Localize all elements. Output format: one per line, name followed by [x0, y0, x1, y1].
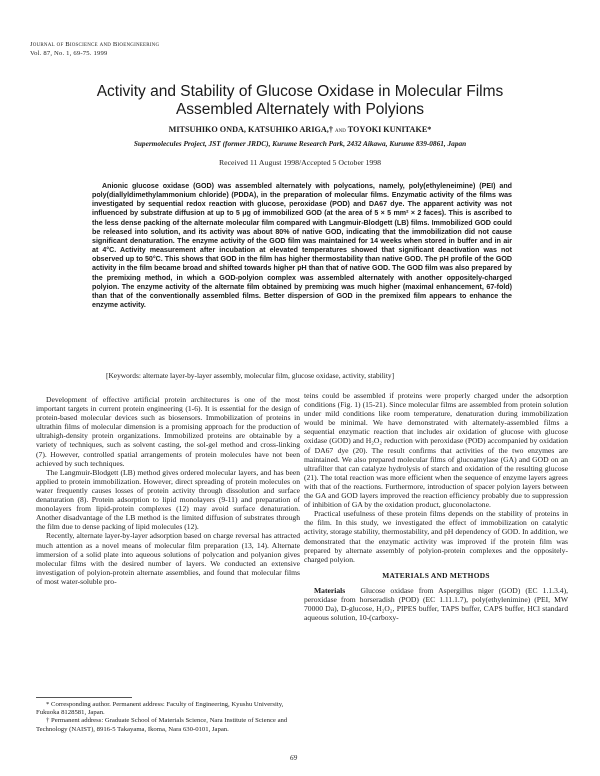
footnote-corresponding: * Corresponding author. Permanent address: Faculty of Engineering, Kyushu University, Fukuoka 8128581, Japan. [36, 701, 284, 717]
journal-citation: Vol. 87, No. 1, 69-75. 1999 [30, 50, 108, 57]
abstract [92, 182, 512, 310]
authors-last: TOYOKI KUNITAKE* [347, 125, 432, 134]
materials-text: Glucose oxidase from Aspergillus niger (GOD) (EC 1.1.3.4), peroxidase from horseradish (POD) (EC 1.11.1.7), poly(ethylenimine) (PEI, MW 70000 Da), D-glucose, H₂O₂, PIPES buffer, TAPS buffer, CAPS buffer, HCl standard aqueous solution, 10-(carboxy- [304, 585, 568, 623]
right-column [304, 391, 568, 622]
section-heading: MATERIALS AND METHODS [382, 570, 490, 580]
authors-first: MITSUHIKO ONDA, KATSUHIKO ARIGA,† [168, 125, 333, 134]
abstract-text: Anionic glucose oxidase (GOD) was assembled alternately with polycations, namely, poly(ethyleneimine) (PEI) and poly(diallyldimethylammonium chloride) (PDDA), in the preparation of molecular films. Enzymatic activity of the films was investigated by sequential redox reaction with glucose, peroxidase (POD) and DA67 dye. The apparent activity was not influenced by substrate diffusion at up to 5 μg of immobilized GOD (at the area of 5 × 5 mm² × 2 faces). This is ascribed to the less dense packing of the alternate molecular film compared with Langmuir-Blodgett (LB) films. Immobilized GOD could be released into solution, and its activity was about 80% of native GOD, indicating that the immobilization did not cause significant denaturation. The enzyme activity of the GOD film was maintained for 14 weeks when stored in buffer and in air at 4°C. Activity measurement after incubation at elevated temperatures showed that significant deactivation was not observed up to 50°C. This shows that GOD in the film has higher thermostability than native GOD. The pH profile of the GOD activity in the film became broad and shifted towards higher pH than that of native GOD. The GOD film was also prepared by the premixing method, in which a GOD-polyion complex was assembled alternately with another oppositely-charged polyion. The enzyme activity of the alternate film obtained by premixing was much higher (maximal enhancement, 67-fold) than that of the conventionally assembled films. Better dispersion of GOD in the premixed film appears to enhance the enzyme activity. [92, 182, 512, 310]
journal-name: Journal of Bioscience and Bioengineering [30, 41, 160, 48]
footnotes [36, 701, 300, 734]
affiliation: Supermolecules Project, JST (former JRDC), Kurume Research Park, 2432 Aikawa, Kurume 839-0861, Japan [133, 139, 467, 148]
materials-runin: Materials [314, 585, 346, 595]
page-number: 69 [290, 754, 298, 762]
footnote-permanent: † Permanent address: Graduate School of Materials Science, Nara Institute of Science and Technology (NAIST), 8916-5 Takayama, Ikoma, Nara 630-0101, Japan. [36, 717, 288, 733]
body-paragraph: Recently, alternate layer-by-layer adsorption based on charge reversal has attracted much attention as a novel means of molecular film preparation (13, 14). Alternate immersion of a solid plate into aqueous solutions of polycation and polyanion gives molecular films with the desired number of layers. We conducted an extensive investigation of polyion-protein alternate assemblies, and found that molecular films of most water-soluble pro- [36, 531, 300, 586]
authors-and: and [334, 127, 346, 134]
keywords: [Keywords: alternate layer-by-layer assembly, molecular film, glucose oxidase, activity, stability] [106, 371, 395, 380]
body-paragraph: Development of effective artificial protein architectures is one of the most important targets in current protein engineering (1-6). It is essential for the design of protein-based molecular devices such as biosensors. Immobilization of proteins in ultrathin films of molecular dimension is a promising approach for the production of ultrahigh-density protein organizations. Immobilized proteins are obtainable by a variety of techniques, such as solvent casting, the sol-gel method and cross-linking (7). However, controlled spatial arrangements of protein molecules have not been achieved by such techniques. [36, 395, 300, 468]
body-paragraph: The Langmuir-Blodgett (LB) method gives ordered molecular layers, and has been applied to protein immobilization. However, direct spreading of protein molecules on water frequently causes losses of protein activity through dissolution and surface denaturation (8). Protein adsorption to lipid monolayers (9-11) and preparation of monolayers from lipid-protein complexes (12) may avoid surface denaturation. Another disadvantage of the LB method is the limited diffusion of substrates through the film due to dense packing of lipid molecules (12). [36, 467, 300, 532]
materials-paragraph [304, 586, 568, 622]
journal-header [30, 40, 159, 58]
received-accepted-dates: Received 11 August 1998/Accepted 5 October 1998 [218, 158, 382, 167]
body-paragraph: teins could be assembled if proteins were properly charged under the adsorption conditions (Fig. 1) (15-21). Since molecular films are assembled from protein solution under mild conditions like room temperature, denaturation during immobilization would be minimal. We have demonstrated with alternately-assembled films a sequential enzymatic reaction that includes air oxidation of glucose with glucose oxidase (GOD) and H₂O₂ reduction with peroxidase (POD) accompanied by oxidation of DA67 dye (20). The result confirms that activities of the two enzymes are maintained. We also prepared molecular films of glucoamylase (GA) and GOD on an ultrafilter that can catalyze hydrolysis of starch and oxidation of the resulting glucose (21). The total reaction was more efficient when the sequence of enzyme layers agrees with that of the reactions. Furthermore, introduction of spacer polyion layers between the GA and GOD layers improved the reaction efficiency probably due to suppression of inhibition of GA by the oxidation product, gluconolactone. [304, 391, 568, 510]
left-column [36, 395, 300, 586]
footnote-rule [36, 697, 132, 698]
author-list [40, 125, 560, 134]
article-title: Activity and Stability of Glucose Oxidase in Molecular Films Assembled Alternately with Polyions [96, 83, 504, 118]
body-paragraph: Practical usefulness of these protein films depends on the stability of proteins in the film. In this study, we investigated the effect of immobilization on catalytic activity, storage stability, thermostability, and pH dependency of GOD. In addition, we demonstrated that the enzymatic activity was improved if the protein film was prepared by alternate assembly of polyion-protein complexes and the oppositely-charged polyion. [304, 509, 568, 564]
